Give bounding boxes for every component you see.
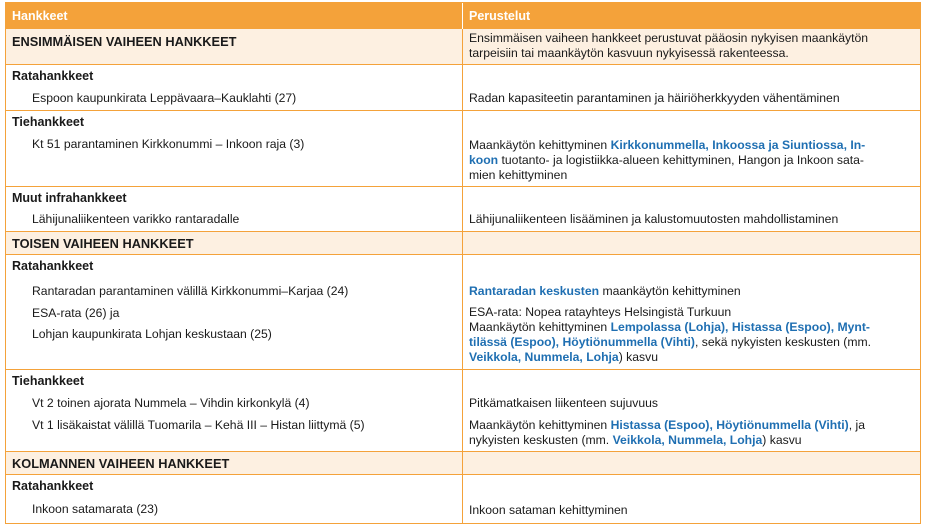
phase3-row xyxy=(6,452,920,475)
phase1-rail-row xyxy=(6,65,920,111)
phase1-title: ENSIMMÄISEN VAIHEEN HANKKEET xyxy=(6,29,463,64)
header-projects: Hankkeet xyxy=(6,3,463,29)
project-reason: Pitkämatkaisen liikenteen sujuvuus xyxy=(469,396,659,410)
phase2-row xyxy=(6,232,920,255)
project-reason: Lähijunaliikenteen lisääminen ja kalustomuutosten mahdollistaminen xyxy=(469,212,839,226)
phase1-road-row xyxy=(6,111,920,187)
project-reason: ESA-rata: Nopea ratayhteys Helsingistä Turkuun Maankäytön kehittyminen Lempolassa (Lohja), Histassa (Espoo), Mynt- tilässä (Espoo), Höytiönummella (Vihti), sekä nykyisten keskusten (mm. Veikkola, Nummela, Lohja) kasvu xyxy=(469,305,872,364)
group-heading: Tiehankkeet xyxy=(12,115,85,129)
phase1-row xyxy=(6,29,920,65)
project-item: ESA-rata (26) ja xyxy=(32,306,120,320)
group-heading: Ratahankkeet xyxy=(12,479,94,493)
project-item: Vt 1 lisäkaistat välillä Tuomarila – Kehä III – Histan liittymä (5) xyxy=(32,418,365,432)
project-reason: Maankäytön kehittyminen Kirkkonummella, Inkoossa ja Siuntiossa, In- koon tuotanto- ja logistiikka-alueen kehittyminen, Hangon ja Inkoon sata- mien kehittyminen xyxy=(469,138,866,182)
project-item: Lohjan kaupunkirata Lohjan keskustaan (25) xyxy=(32,327,272,341)
phase1-other-row xyxy=(6,187,920,232)
table-header xyxy=(6,3,920,29)
phase2-title: TOISEN VAIHEEN HANKKEET xyxy=(6,232,463,254)
project-reason: Rantaradan keskusten maankäytön kehittyminen xyxy=(469,284,741,298)
phase3-rail-row xyxy=(6,475,920,523)
phase2-rail-row xyxy=(6,255,920,370)
header-justifications: Perustelut xyxy=(469,9,531,23)
project-item: Lähijunaliikenteen varikko rantaradalle xyxy=(32,212,240,226)
project-item: Inkoon satamarata (23) xyxy=(32,502,159,516)
phase1-reason: Ensimmäisen vaiheen hankkeet perustuvat pääosin nykyisen maankäytön tarpeisiin tai maankäytön kasvuun nykyisessä rakenteessa. xyxy=(469,31,869,60)
group-heading: Tiehankkeet xyxy=(12,374,85,388)
group-heading: Muut infrahankkeet xyxy=(12,191,127,205)
project-item: Rantaradan parantaminen välillä Kirkkonummi–Karjaa (24) xyxy=(32,284,349,298)
phase3-title: KOLMANNEN VAIHEEN HANKKEET xyxy=(6,452,463,474)
project-reason: Inkoon sataman kehittyminen xyxy=(469,503,628,517)
group-heading: Ratahankkeet xyxy=(12,69,94,83)
phase2-road-row xyxy=(6,370,920,452)
phase1-reason-cell xyxy=(463,29,920,64)
project-item: Vt 2 toinen ajorata Nummela – Vihdin kirkonkylä (4) xyxy=(32,396,310,410)
project-reason: Maankäytön kehittyminen Histassa (Espoo), Höytiönummella (Vihti), ja nykyisten keskusten (mm. Veikkola, Nummela, Lohja) kasvu xyxy=(469,418,866,447)
project-item: Kt 51 parantaminen Kirkkonummi – Inkoon raja (3) xyxy=(32,137,305,151)
project-reason: Radan kapasiteetin parantaminen ja häiriöherkkyyden vähentäminen xyxy=(469,91,840,105)
projects-table xyxy=(5,2,921,524)
group-heading: Ratahankkeet xyxy=(12,259,94,273)
project-item: Espoon kaupunkirata Leppävaara–Kauklahti (27) xyxy=(32,91,297,105)
